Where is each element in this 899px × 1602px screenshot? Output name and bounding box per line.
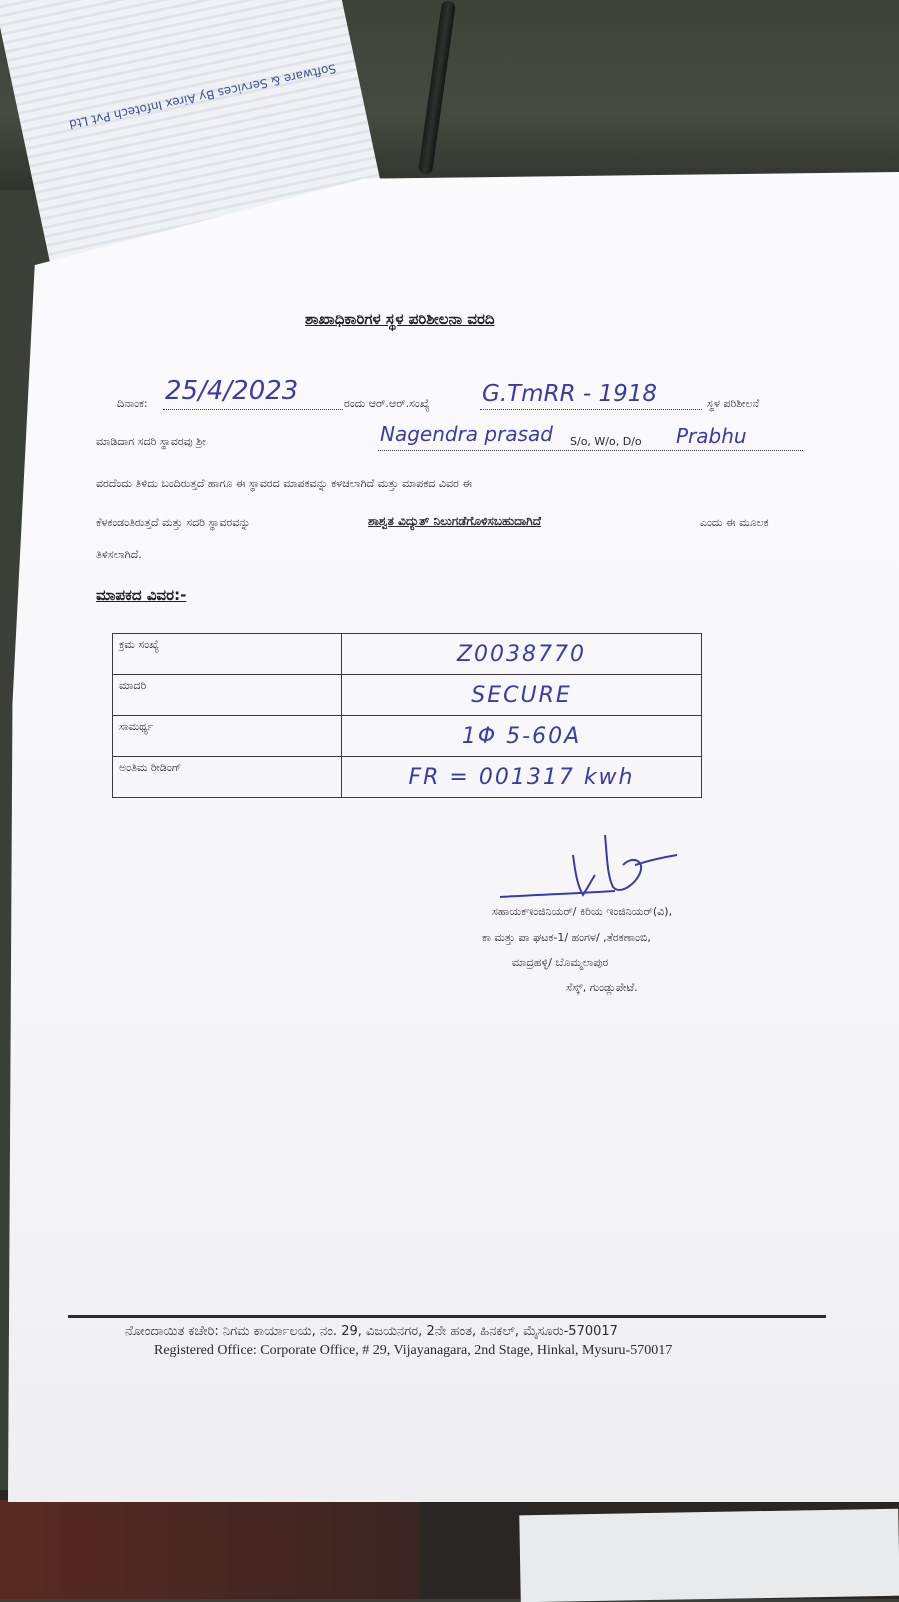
footer-address-english: Registered Office: Corporate Office, # 29, Vijayanagara, 2nd Stage, Hinkal, Mysuru-570017 [154,1343,673,1358]
bottom-paper-fragment [519,1509,899,1602]
footer-rule [68,1315,826,1318]
disconnection-statement: ಶಾಶ್ವತ ವಿದ್ಯುತ್ ನಿಲುಗಡೆಗೊಳಿಸಬಹುದಾಗಿದೆ [368,514,541,528]
meter-details-table [112,633,702,798]
meter-details-title: ಮಾಪಕದ ವಿವರ:- [96,586,187,604]
meter-label-make: ಮಾದರಿ [113,675,342,716]
table-row [113,634,702,675]
table-row [113,675,702,716]
document-sheet [8,172,899,1502]
body-line-5: ತಿಳಿಸಲಾಗಿದೆ. [96,548,142,561]
date-underline [163,409,343,410]
meter-value-make: SECURE [342,675,702,716]
inspection-label: ಸ್ಥಳ ಪರಿಶೀಲನೆ [707,397,760,410]
background-bottom-red [0,1500,420,1599]
signatory-division: ಸೆಸ್ಕ್, ಗುಂಡ್ಲುಪೇಟೆ. [566,981,638,994]
owner-lead-text: ಮಾಡಿದಾಗ ಸದರಿ ಸ್ಥಾವರವು ಶ್ರೀ [96,435,206,448]
relation-label: S/o, W/o, D/o [570,435,642,448]
rr-value: G.TmRR - 1918 [482,381,658,407]
owner-underline [378,450,803,451]
document-title: ಶಾಖಾಧಿಕಾರಿಗಳ ಸ್ಥಳ ಪರಿಶೀಲನಾ ವರದಿ [305,310,495,328]
signatory-unit: ಕಾ ಮತ್ತು ಪಾ ಘಟಕ-1/ ಹಂಗಳ/ ,ತೆರಕಣಾಂಬಿ, [482,931,651,944]
date-value: 25/4/2023 [165,376,299,406]
owner-name-value: Nagendra prasad [380,422,553,446]
signatory-section: ಮಾದ್ರಹಳ್ಳಿ/ ಬೊಮ್ಮಲಾಪುರ [512,956,609,969]
footer-address-kannada: ನೋಂದಾಯಿತ ಕಚೇರಿ: ನಿಗಮ ಕಾರ್ಯಾಲಯ, ನಂ. 29, ವಿಜಯನಗರ, 2ನೇ ಹಂತ, ಹಿನಕಲ್, ಮೈಸೂರು-570017 [125,1324,618,1339]
body-line-4-end: ಎಂದು ಈ ಮೂಲಕ [700,516,769,529]
parent-name-value: Prabhu [676,424,747,448]
body-line-4-start: ಕೆಳಕಂಡಂತಿರುತ್ತದೆ ಮತ್ತು ಸದರಿ ಸ್ಥಾವರವನ್ನು [96,516,251,529]
meter-value-capacity: 1Φ 5-60A [342,716,702,757]
rr-underline [480,409,702,410]
meter-label-serial: ಕ್ರಮ ಸಂಖ್ಯೆ [113,634,342,675]
body-line-3: ವರದೆಂದು ತಿಳಿದು ಬಂದಿರುತ್ತದೆ ಹಾಗೂ ಈ ಸ್ಥಾವರದ ಮಾಪಕವನ್ನು ಕಳಚಲಾಗಿದೆ ಮತ್ತು ಮಾಪಕದ ವಿವರ ಈ [96,477,472,490]
signatory-designation: ಸಹಾಯಕಇಂಜಿನಿಯರ್/ ಕಿರಿಯ ಇಂಜಿನಿಯರ್(ವಿ), [492,905,673,918]
meter-label-final-reading: ಅಂತಿಮ ರೀಡಿಂಗ್ [113,757,342,798]
receipt-footer-text: Software & Services By Airex Infotech Pvt Ltd [67,61,338,132]
meter-value-final-reading: FR = 001317 kwh [342,757,702,798]
table-row [113,757,702,798]
meter-label-capacity: ಸಾಮರ್ಥ್ಯ [113,716,342,757]
dated-label: ದಿನಾಂಕ: [117,397,148,410]
rr-label: ರಂದು ಆರ್.ಆರ್.ಸಂಖ್ಯೆ [344,397,430,410]
meter-value-serial: Z0038770 [342,634,702,675]
table-row [113,716,702,757]
handwritten-signature [495,825,685,905]
